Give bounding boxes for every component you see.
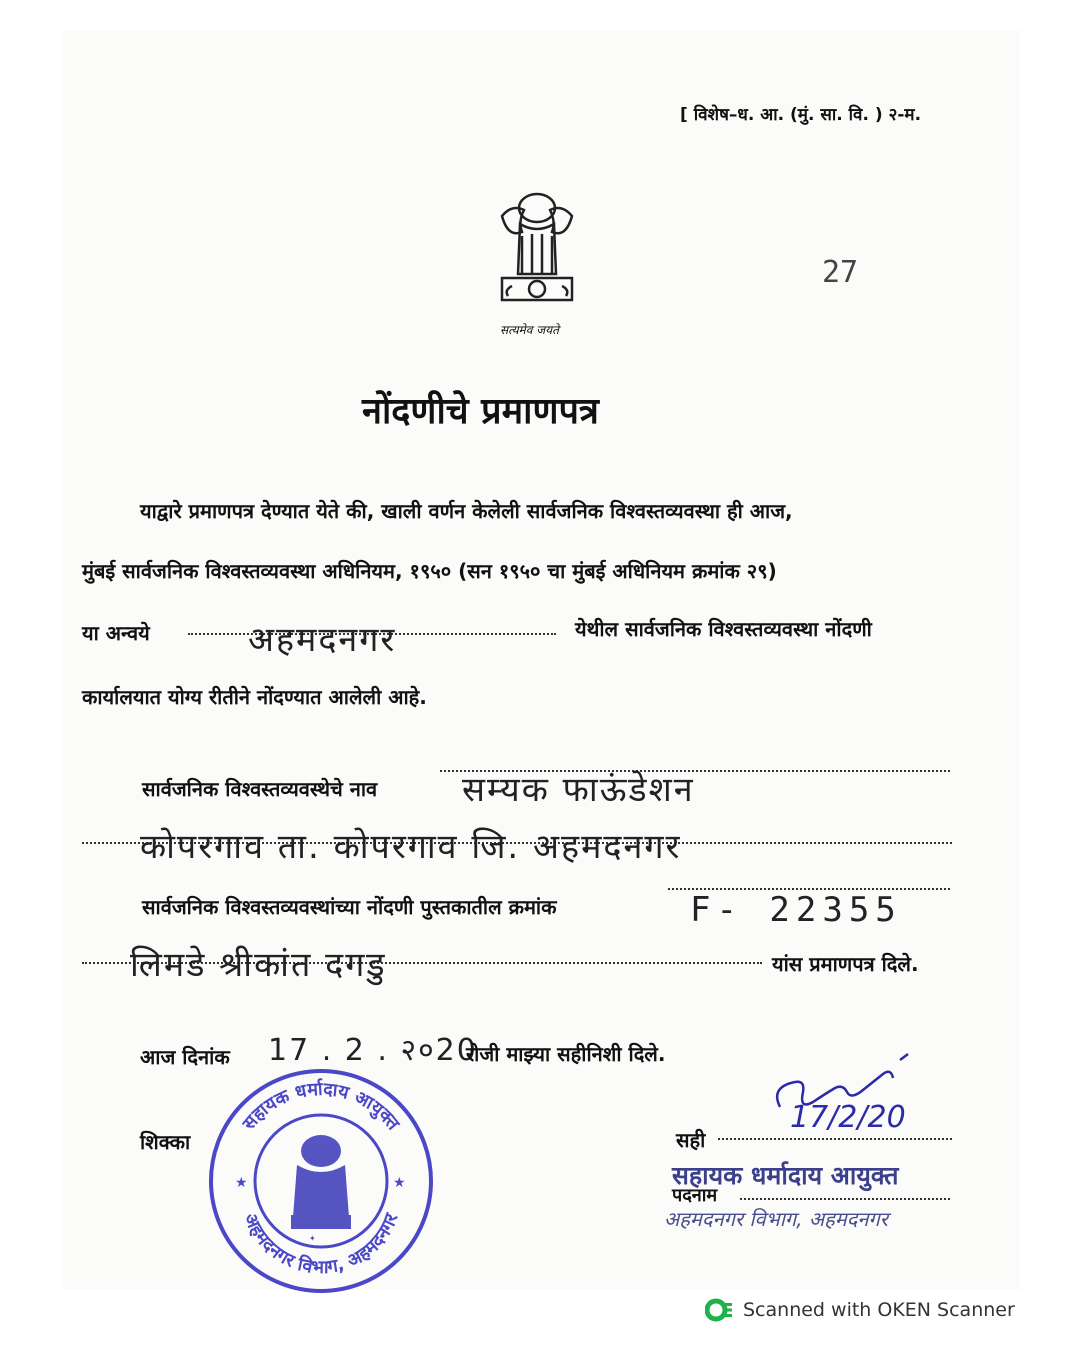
recipient-suffix: यांस प्रमाणपत्र दिले. bbox=[772, 952, 919, 976]
register-number-label: सार्वजनिक विश्वस्तव्यवस्थांच्या नोंदणी पुस्तकातील क्रमांक bbox=[142, 895, 557, 919]
seal-label: शिक्का bbox=[140, 1130, 191, 1154]
svg-text:✦: ✦ bbox=[309, 1234, 316, 1243]
official-seal bbox=[205, 1065, 437, 1301]
trust-name-handwritten: सम्यक फाऊंडेशन bbox=[462, 770, 695, 810]
designation-stamp: सहायक धर्मादाय आयुक्त bbox=[672, 1161, 899, 1190]
trust-address-handwritten: कोपरगाव ता. कोपरगाव जि. अहमदनगर bbox=[140, 827, 682, 867]
signature-label: सही bbox=[676, 1128, 706, 1152]
office-stamp: अहमदनगर विभाग, अहमदनगर bbox=[664, 1207, 888, 1231]
recipient-name-handwritten: लिमडे श्रीकांत दगडु bbox=[130, 945, 387, 985]
paragraph-line-2: मुंबई सार्वजनिक विश्वस्तव्यवस्था अधिनियम, १९५० (सन १९५० चा मुंबई अधिनियम क्रमांक २९) bbox=[82, 559, 777, 583]
paragraph-line-3-suffix: येथील सार्वजनिक विश्वस्तव्यवस्था नोंदणी bbox=[575, 617, 872, 641]
date-prefix: आज दिनांक bbox=[140, 1045, 230, 1069]
designation-dotted-line bbox=[740, 1198, 950, 1200]
paragraph-line-3-prefix: या अन्वये bbox=[82, 621, 150, 645]
seal-text-top: सहायक धर्मादाय आयुक्त bbox=[238, 1078, 404, 1135]
paragraph-line-4: कार्यालयात योग्य रीतीने नोंदण्यात आलेली आहे. bbox=[82, 685, 427, 709]
registration-office-handwritten: अहमदनगर bbox=[248, 620, 397, 660]
scanner-label: Scanned with OKEN Scanner bbox=[743, 1299, 1015, 1321]
serial-number: 27 bbox=[822, 255, 859, 290]
scanner-watermark bbox=[705, 1298, 1015, 1322]
round-seal-icon bbox=[205, 1065, 437, 1297]
svg-text:★: ★ bbox=[393, 1175, 406, 1191]
certificate-title: नोंदणीचे प्रमाणपत्र bbox=[362, 390, 599, 432]
emblem-motto: सत्यमेव जयते bbox=[500, 323, 559, 337]
national-emblem bbox=[482, 176, 592, 341]
signature-date-handwritten: 17/2/20 bbox=[790, 1100, 906, 1135]
register-number-handwritten: F- 22355 bbox=[690, 890, 902, 930]
trust-name-label: सार्वजनिक विश्वस्तव्यवस्थेचे नाव bbox=[142, 777, 378, 801]
paragraph-line-1: याद्वारे प्रमाणपत्र देण्यात येते की, खाली वर्णन केलेली सार्वजनिक विश्वस्तव्यवस्था ही आज, bbox=[140, 499, 793, 523]
designation-label: पदनाम bbox=[672, 1185, 718, 1206]
ashoka-emblem-icon bbox=[482, 176, 592, 341]
seal-text-bottom: अहमदनगर विभाग, अहमदनगर bbox=[239, 1210, 403, 1279]
date-suffix: रोजी माझ्या सहीनिशी दिले. bbox=[466, 1042, 666, 1066]
issue-date-handwritten: 17 . 2 . २०20 bbox=[268, 1033, 478, 1068]
form-code: [ विशेष–ध. आ. (मुं. सा. वि. ) २-म. bbox=[680, 105, 922, 125]
scanner-logo-icon bbox=[705, 1298, 733, 1322]
svg-text:★: ★ bbox=[235, 1175, 248, 1191]
